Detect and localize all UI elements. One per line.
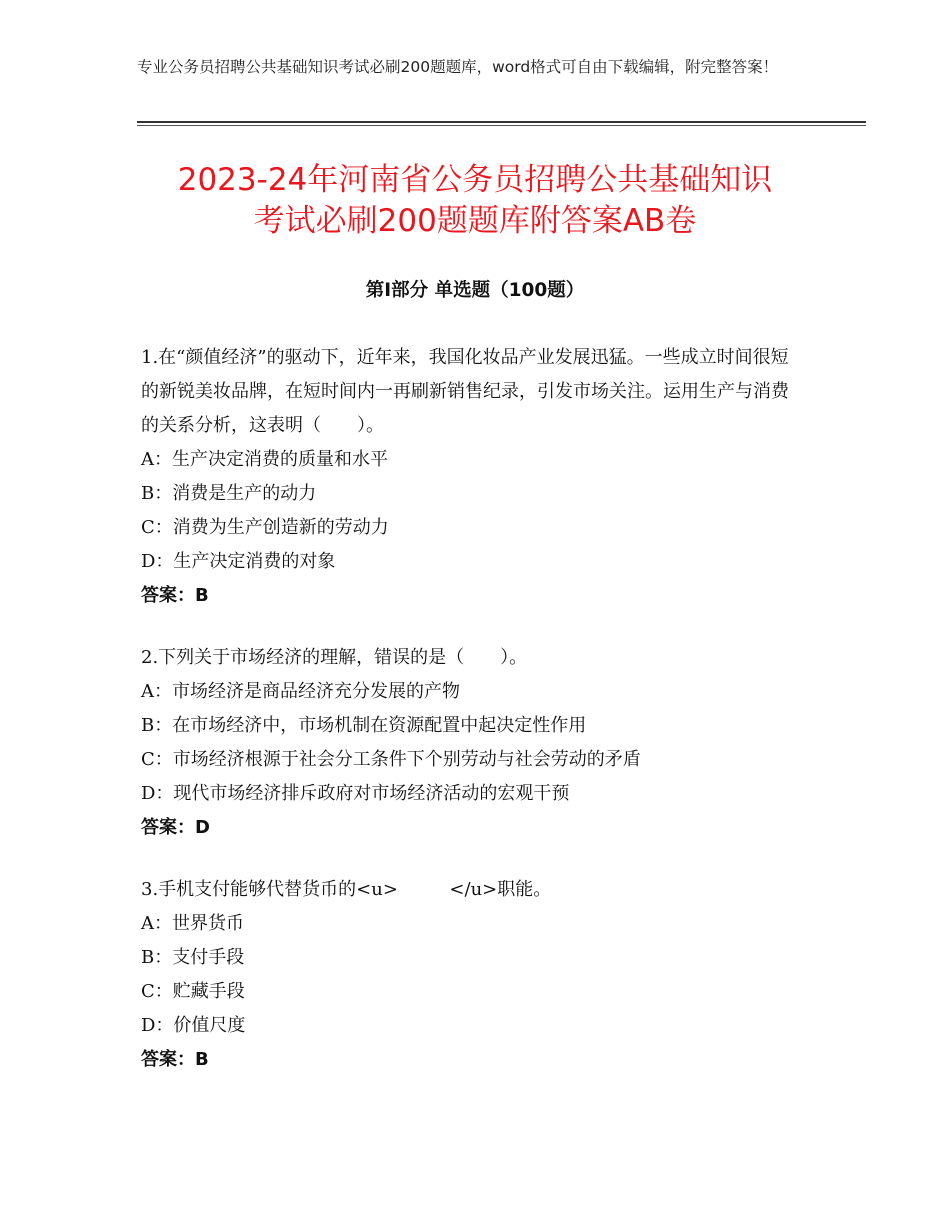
option-c: C：贮藏手段 xyxy=(141,981,245,1002)
section-heading: 第Ⅰ部分 单选题（100题） xyxy=(365,280,585,301)
header-note: 专业公务员招聘公共基础知识考试必刷200题题库，word格式可自由下载编辑，附完整答案！ xyxy=(137,58,779,76)
header-rule-thick xyxy=(137,121,866,123)
option-a: A：市场经济是商品经济充分发展的产物 xyxy=(141,681,460,702)
question-list xyxy=(141,341,801,1077)
answer-label: 答案：B xyxy=(141,585,209,606)
title-line-1: 2023-24年河南省公务员招聘公共基础知识 xyxy=(177,162,773,198)
option-a: A：世界货币 xyxy=(141,913,244,934)
option-d: D：价值尺度 xyxy=(141,1015,246,1036)
option-b: B：支付手段 xyxy=(141,947,245,968)
question-stem: 1.在“颜值经济”的驱动下，近年来，我国化妆品产业发展迅猛。一些成立时间很短的新锐美妆品牌，在短时间内一再刷新销售纪录，引发市场关注。运用生产与消费的关系分析，这表明（ ）。 xyxy=(141,347,789,436)
option-d: D：生产决定消费的对象 xyxy=(141,551,336,572)
option-c: C：消费为生产创造新的劳动力 xyxy=(141,517,389,538)
answer-label: 答案：D xyxy=(141,817,210,838)
option-a: A：生产决定消费的质量和水平 xyxy=(141,449,388,470)
question-1 xyxy=(141,341,801,613)
question-3 xyxy=(141,873,801,1077)
option-d: D：现代市场经济排斥政府对市场经济活动的宏观干预 xyxy=(141,783,570,804)
option-b: B：在市场经济中，市场机制在资源配置中起决定性作用 xyxy=(141,715,587,736)
answer-label: 答案：B xyxy=(141,1049,209,1070)
option-c: C：市场经济根源于社会分工条件下个别劳动与社会劳动的矛盾 xyxy=(141,749,641,770)
option-b: B：消费是生产的动力 xyxy=(141,483,317,504)
question-stem: 3.手机支付能够代替货币的<u> </u>职能。 xyxy=(141,879,552,900)
question-stem: 2.下列关于市场经济的理解，错误的是（ ）。 xyxy=(141,647,528,668)
title-line-2: 考试必刷200题题库附答案AB卷 xyxy=(253,203,697,239)
document-title xyxy=(100,160,850,242)
question-2 xyxy=(141,641,801,845)
header-rule-thin xyxy=(137,125,866,126)
